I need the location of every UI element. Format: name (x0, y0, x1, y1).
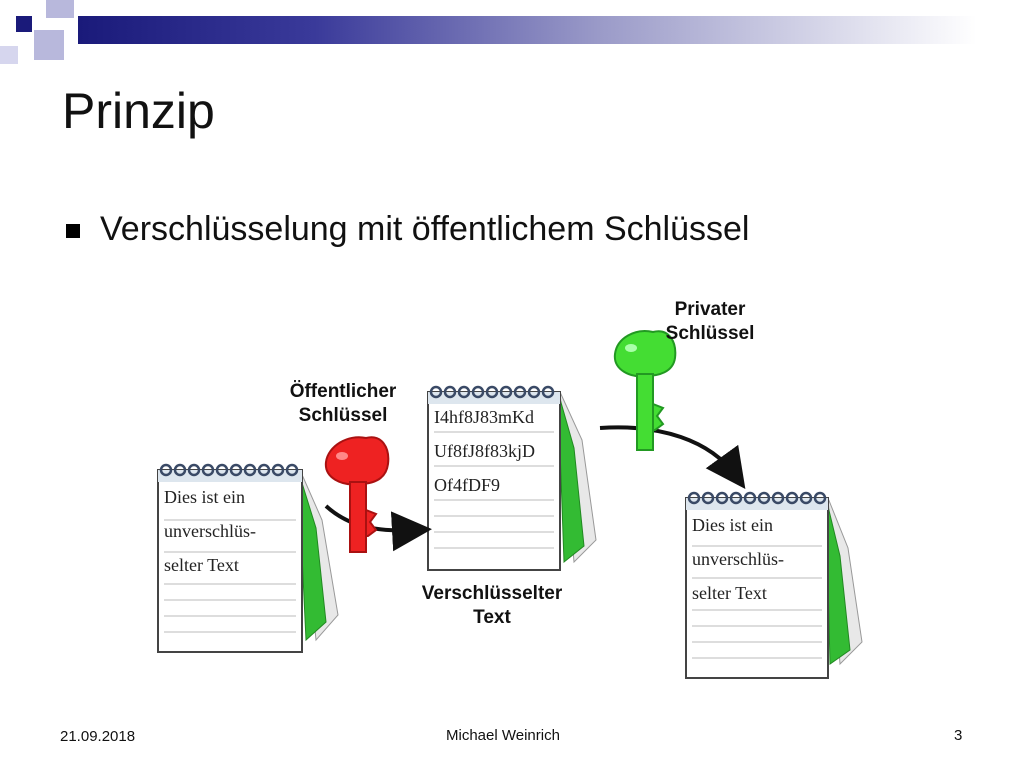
public-key-label-line-2: Schlüssel (298, 405, 388, 426)
encrypted-label-line-1: Verschlüsselter (421, 583, 563, 604)
footer-page-number: 3 (954, 727, 963, 744)
public-key-icon (326, 437, 388, 552)
note-line: selter Text (164, 555, 239, 575)
note-line: unverschlüs- (692, 549, 784, 569)
ciphertext-note-text (434, 400, 535, 502)
note-line: Of4fDF9 (434, 475, 500, 495)
encrypted-text-label (404, 582, 580, 630)
slide-title: Prinzip (62, 83, 215, 139)
note-line: selter Text (692, 583, 767, 603)
private-key-label (640, 298, 780, 346)
note-line: Uf8fJ8f83kjD (434, 441, 535, 461)
footer-author: Michael Weinrich (446, 727, 560, 744)
plaintext-note-text (164, 480, 256, 582)
private-key-label-line-2: Schlüssel (665, 323, 755, 344)
public-key-label-line-1: Öffentlicher (289, 381, 397, 402)
note-line: Dies ist ein (164, 487, 245, 507)
note-line: Dies ist ein (692, 515, 773, 535)
decrypt-arrow (600, 427, 736, 476)
note-line: unverschlüs- (164, 521, 256, 541)
encrypted-label-line-2: Text (473, 607, 511, 628)
public-key-label (270, 380, 416, 428)
private-key-label-line-1: Privater (674, 299, 746, 320)
bullet-text: Verschlüsselung mit öffentlichem Schlüssel (100, 210, 750, 248)
decrypted-note-text (692, 508, 784, 610)
note-line: I4hf8J83mKd (434, 407, 534, 427)
footer-date: 21.09.2018 (60, 728, 136, 745)
